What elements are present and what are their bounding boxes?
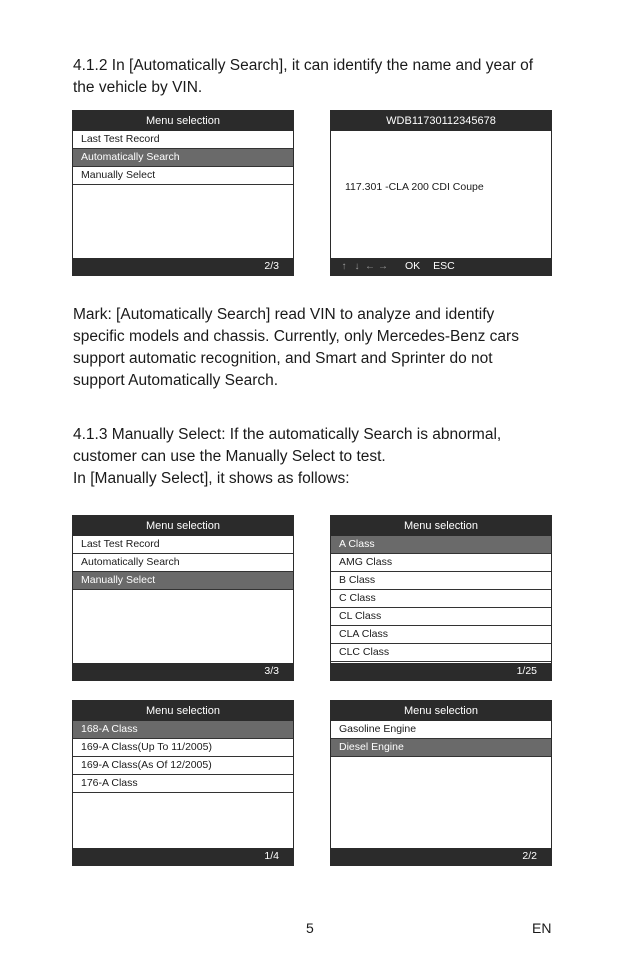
section-4-1-3-text <box>73 424 573 490</box>
page-number: 5 <box>306 920 314 936</box>
language-label: EN <box>532 920 552 936</box>
menu-item-clc-class[interactable]: CLC Class <box>331 644 551 662</box>
screen-menu-selection-manual <box>72 515 294 681</box>
menu-item-manually-select[interactable]: Manually Select <box>73 572 293 590</box>
menu-list <box>73 131 293 185</box>
text-line: support Automatically Search. <box>73 372 279 389</box>
text-line: 4.1.3 Manually Select: If the automatically Search is abnormal, <box>73 426 502 443</box>
menu-item-diesel-engine[interactable]: Diesel Engine <box>331 739 551 757</box>
menu-item-cl-class[interactable]: CL Class <box>331 608 551 626</box>
esc-button[interactable]: ESC <box>433 260 455 272</box>
page-indicator: 1/25 <box>516 665 537 677</box>
text-line: In [Manually Select], it shows as follows: <box>73 470 350 487</box>
arrow-left-icon[interactable]: ← <box>365 260 375 272</box>
screen-title: Menu selection <box>73 516 293 536</box>
text-line: customer can use the Manually Select to test. <box>73 448 386 465</box>
menu-list <box>73 536 293 590</box>
menu-item-168-a-class[interactable]: 168-A Class <box>73 721 293 739</box>
menu-item-automatically-search[interactable]: Automatically Search <box>73 149 293 167</box>
screen-footer <box>331 258 551 275</box>
screen-footer <box>73 663 293 680</box>
screen-title: Menu selection <box>331 516 551 536</box>
text-line: support automatic recognition, and Smart and Sprinter do not <box>73 350 493 367</box>
menu-item-cla-class[interactable]: CLA Class <box>331 626 551 644</box>
menu-item-manually-select[interactable]: Manually Select <box>73 167 293 185</box>
arrow-up-icon[interactable]: ↑ <box>341 260 347 272</box>
text-line: the vehicle by VIN. <box>73 79 203 96</box>
screen-menu-selection-auto <box>72 110 294 276</box>
text-line: Mark: [Automatically Search] read VIN to analyze and identify <box>73 306 495 323</box>
menu-item-a-class[interactable]: A Class <box>331 536 551 554</box>
text-line: 4.1.2 In [Automatically Search], it can identify the name and year of <box>73 57 534 74</box>
screen-engine-type <box>330 700 552 866</box>
page-indicator: 3/3 <box>264 665 279 677</box>
text-line: specific models and chassis. Currently, only Mercedes-Benz cars <box>73 328 519 345</box>
mark-note-text <box>73 304 573 392</box>
section-4-1-2-text <box>73 55 573 99</box>
menu-item-last-test-record[interactable]: Last Test Record <box>73 536 293 554</box>
arrow-down-icon[interactable]: ↓ <box>354 260 360 272</box>
screen-footer <box>331 848 551 865</box>
ok-button[interactable]: OK <box>405 260 421 272</box>
menu-item-c-class[interactable]: C Class <box>331 590 551 608</box>
menu-item-176-a-class[interactable]: 176-A Class <box>73 775 293 793</box>
vin-title: WDB11730112345678 <box>331 111 551 131</box>
screen-footer <box>331 663 551 680</box>
screen-vin-result <box>330 110 552 276</box>
screen-title: Menu selection <box>73 701 293 721</box>
arrow-right-icon[interactable]: → <box>378 260 388 272</box>
screen-footer <box>73 258 293 275</box>
menu-item-169-a-class-as-of[interactable]: 169-A Class(As Of 12/2005) <box>73 757 293 775</box>
page-indicator: 2/3 <box>264 260 279 272</box>
screen-a-class-submenu <box>72 700 294 866</box>
menu-item-amg-class[interactable]: AMG Class <box>331 554 551 572</box>
menu-item-automatically-search[interactable]: Automatically Search <box>73 554 293 572</box>
page-indicator: 1/4 <box>264 850 279 862</box>
menu-item-b-class[interactable]: B Class <box>331 572 551 590</box>
vehicle-model-text: 117.301 -CLA 200 CDI Coupe <box>345 181 484 193</box>
menu-list <box>73 721 293 793</box>
screen-class-list <box>330 515 552 681</box>
menu-list <box>331 721 551 757</box>
menu-item-last-test-record[interactable]: Last Test Record <box>73 131 293 149</box>
screen-title: Menu selection <box>73 111 293 131</box>
screen-title: Menu selection <box>331 701 551 721</box>
screen-footer <box>73 848 293 865</box>
control-bar <box>339 258 455 275</box>
menu-item-gasoline-engine[interactable]: Gasoline Engine <box>331 721 551 739</box>
menu-list <box>331 536 551 662</box>
page-indicator: 2/2 <box>522 850 537 862</box>
menu-item-169-a-class-up-to[interactable]: 169-A Class(Up To 11/2005) <box>73 739 293 757</box>
